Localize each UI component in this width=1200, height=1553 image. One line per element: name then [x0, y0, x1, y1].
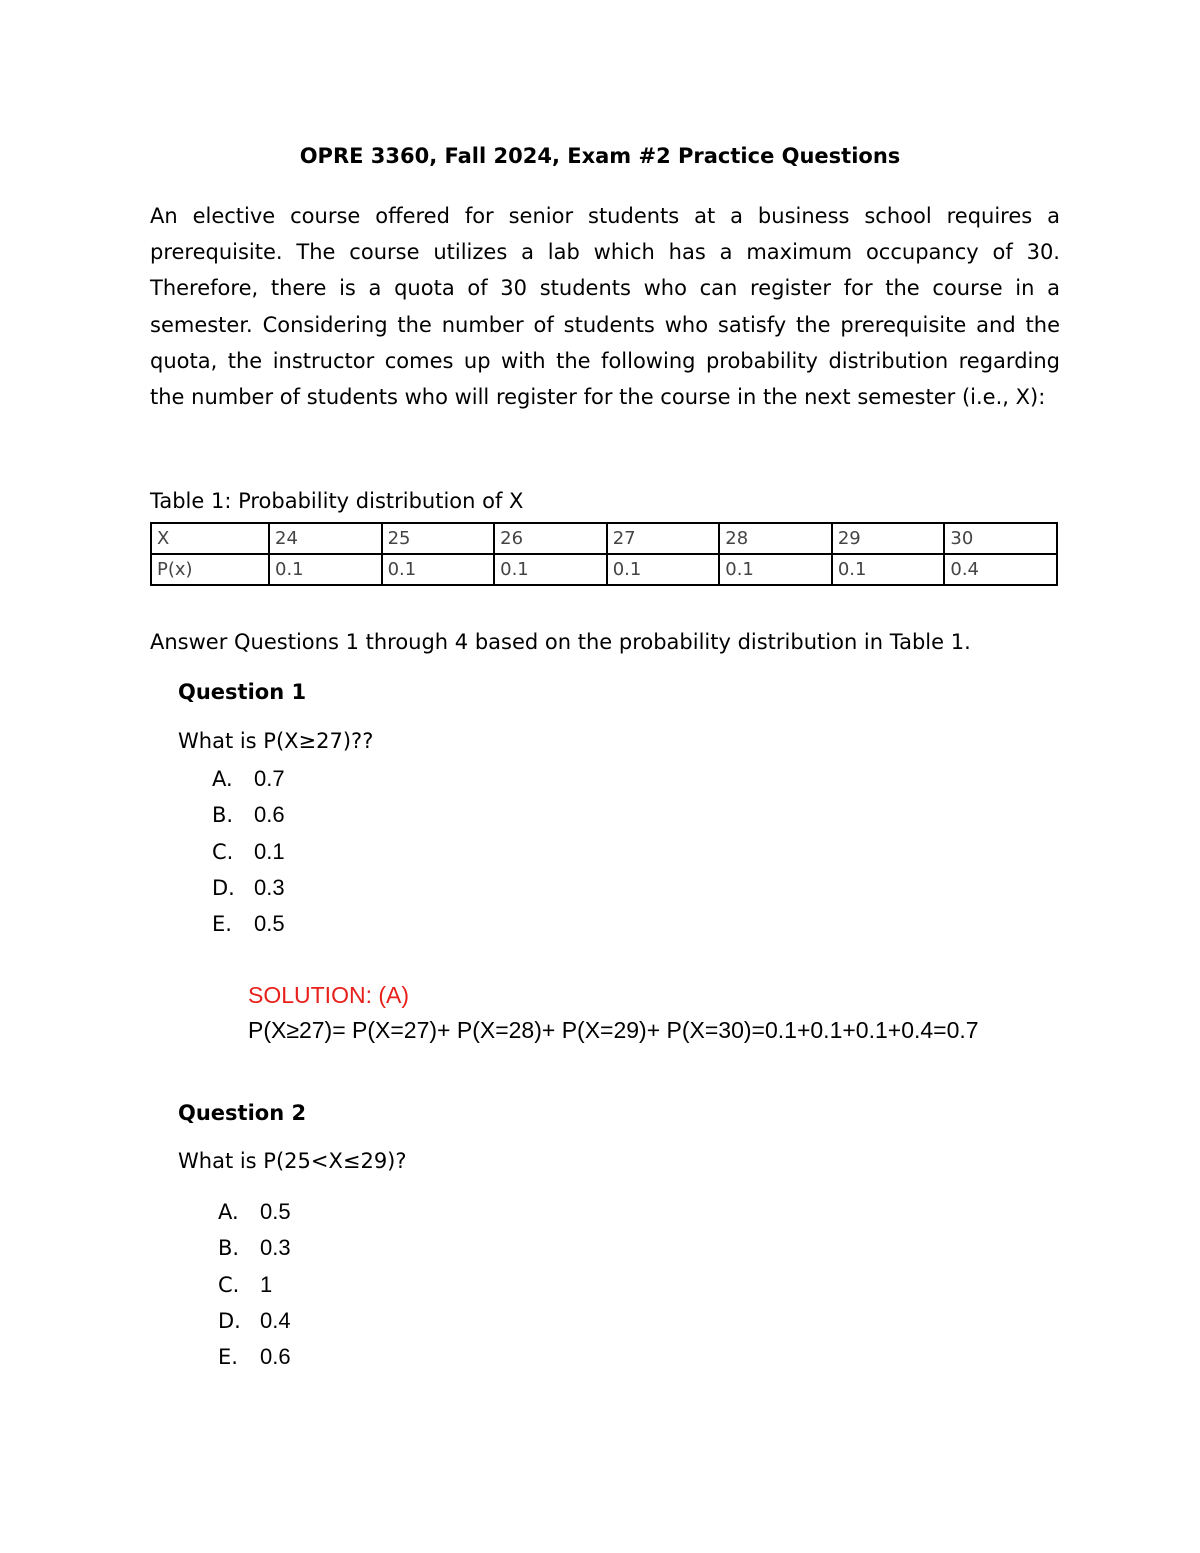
option-a	[212, 761, 285, 797]
option-d	[212, 870, 285, 906]
table-cell: 26	[494, 523, 607, 554]
question-1-prompt: What is P(X≥27)??	[178, 729, 374, 753]
option-value: 0.5	[254, 911, 285, 937]
option-value: 0.3	[254, 874, 285, 900]
option-letter: D.	[212, 875, 235, 900]
option-letter: E.	[218, 1345, 238, 1370]
option-value: 0.5	[260, 1199, 291, 1224]
table-cell: 29	[832, 523, 945, 554]
question-2-prompt: What is P(25<X≤29)?	[178, 1149, 407, 1173]
answer-instructions: Answer Questions 1 through 4 based on the probability distribution in Table 1.	[150, 630, 971, 654]
table-cell: 0.1	[607, 554, 720, 585]
option-e	[218, 1339, 291, 1375]
table-cell: 0.4	[944, 554, 1057, 585]
question-2-heading: Question 2	[178, 1101, 307, 1125]
table-cell: 0.1	[269, 554, 382, 585]
table-cell: 0.1	[832, 554, 945, 585]
question-1-heading: Question 1	[178, 680, 307, 704]
option-letter: E.	[212, 912, 232, 937]
table-cell: 24	[269, 523, 382, 554]
option-value: 0.1	[254, 838, 285, 864]
document-title: OPRE 3360, Fall 2024, Exam #2 Practice Questions	[299, 144, 901, 168]
table-row-px	[151, 554, 1057, 585]
probability-table	[150, 522, 1058, 586]
table-cell: X	[151, 523, 269, 554]
table-cell: 0.1	[719, 554, 832, 585]
option-b	[212, 797, 285, 833]
option-letter: B.	[212, 803, 234, 828]
table-cell: 0.1	[494, 554, 607, 585]
option-value: 0.6	[260, 1344, 291, 1370]
intro-paragraph: An elective course offered for senior students at a business school requires a prerequisite. The course utilizes a lab which has a maximum occupancy of 30. Therefore, there is a quota of 30 students who can register for the course in a semester. Considering the number of students who satisfy the prerequisite and the quota, the instructor comes up with the following probability distribution regarding the number of students who will register for the course in the next semester (i.e., X):	[150, 204, 1060, 410]
table-row-x	[151, 523, 1057, 554]
table-cell: P(x)	[151, 554, 269, 585]
question-2-options	[218, 1194, 291, 1375]
table-cell: 0.1	[382, 554, 495, 585]
option-e	[212, 906, 285, 942]
option-value: 0.7	[254, 766, 285, 791]
option-letter: B.	[218, 1236, 240, 1261]
solution-equation: P(X≥27)= P(X=27)+ P(X=28)+ P(X=29)+ P(X=30)=0.1+0.1+0.1+0.4=0.7	[248, 1017, 979, 1043]
option-a	[218, 1194, 291, 1230]
table-caption: Table 1: Probability distribution of X	[150, 489, 524, 513]
option-c	[218, 1267, 291, 1303]
option-c	[212, 834, 285, 870]
option-letter: A.	[212, 767, 233, 791]
option-letter: A.	[218, 1200, 239, 1224]
option-letter: C.	[212, 839, 234, 864]
option-value: 0.3	[260, 1235, 291, 1261]
table-cell: 28	[719, 523, 832, 554]
question-1-options	[212, 761, 285, 942]
option-value: 0.4	[260, 1307, 291, 1333]
table-cell: 27	[607, 523, 720, 554]
option-value: 1	[260, 1271, 273, 1297]
option-d	[218, 1303, 291, 1339]
table-cell: 25	[382, 523, 495, 554]
option-b	[218, 1230, 291, 1266]
option-letter: D.	[218, 1308, 241, 1333]
table-cell: 30	[944, 523, 1057, 554]
solution-label: SOLUTION: (A)	[248, 982, 410, 1008]
option-letter: C.	[218, 1272, 240, 1297]
option-value: 0.6	[254, 802, 285, 828]
